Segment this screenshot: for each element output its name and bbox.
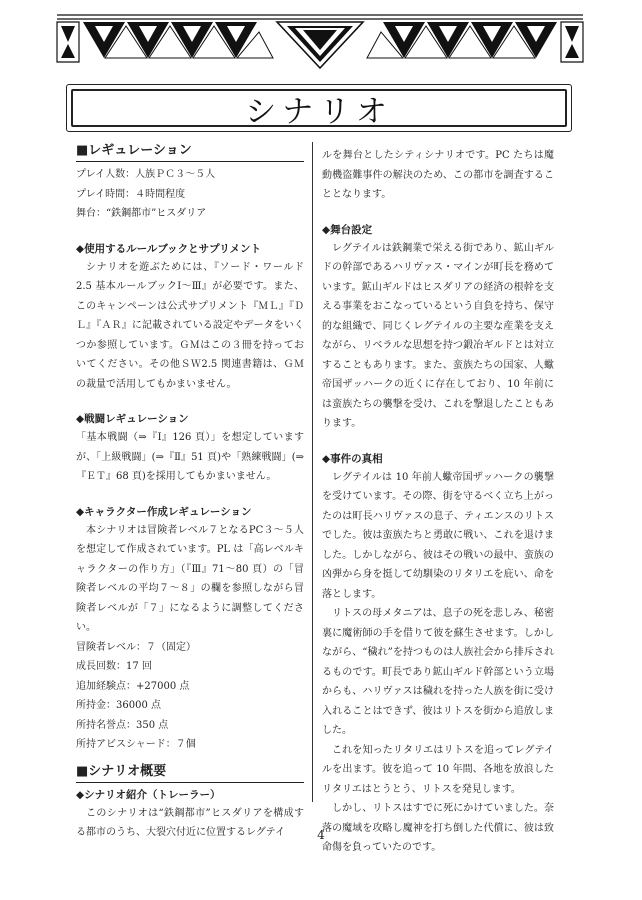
truth-heading: ◆事件の真相 <box>322 452 383 465</box>
character-heading: ◆キャラクター作成レギュレーション <box>76 505 252 518</box>
truth-paragraph: これを知ったリタリエはリトスを追ってレグテイルを出ます。彼を追って 10 年間、各地を放浪したリタリエはとうとう、リトスを発見します。 <box>322 744 554 795</box>
intro-text: このシナリオは“鉄鋼都市”ヒスダリアを構成する都市のうち、大裂穴付近に位置するレグテイ <box>76 807 304 838</box>
truth-paragraph: レグテイルは 10 年前人蠍帝国ザッハークの襲撃を受けています。その際、街を守るべく立ち上がったのは町長ハリヴァスの息子、ティエンスのリトスでした。彼は蛮族たちと勇敢に戦い、これを退けました。しかしながら、彼はその戦いの最中、蛮族の凶弾から身を挺して幼馴染のリタリエを庇い、命を落とします。 <box>322 471 554 600</box>
stat-exp: 追加経験点：+27000 点 <box>76 680 190 692</box>
regulation-stage: 舞台：“鉄鋼都市”ヒスダリア <box>76 208 207 219</box>
battle-text: 「基本戦闘（⇒『Ⅰ』126 頁）」を想定していますが、「上級戦闘」(⇒『Ⅱ』51 頁)や「熟練戦闘」(⇒『ＥＴ』68 頁)を採用してもかまいません。 <box>76 432 304 482</box>
rulebook-heading: ◆使用するルールブックとサプリメント <box>76 242 261 255</box>
setting-text: レグテイルは鉄鋼業で栄える街であり、鉱山ギルドの幹部であるハリヴァス・マインが町長を務めています。鉱山ギルドはヒスダリアの経済の根幹を支える事業をおこなっているという自負を持ち、保守的な組織で、同じくレグテイルの主要な産業を支えながら、リベラルな思想を持つ鍛冶ギルドとは対立することもあります。また、蛮族たちの国家、人蠍帝国ザッハークの近くに存在しており、10 年前には蛮族たちの襲撃を受け、これを撃退したこともあります。 <box>322 242 554 429</box>
character-text: 本シナリオは冒険者レベル７となるPC３～５人を想定して作成されています。PL は「高レベルキャラクターの作り方」（『Ⅲ』71～80 頁）の「冒険者レベルの平均７～８」の欄を参照しながら冒険者レベルが「７」になるように調整してください。 <box>76 524 304 633</box>
stat-level: 冒険者レベル：７（固定） <box>76 641 196 653</box>
stat-honor: 所持名誉点：350 点 <box>76 719 169 731</box>
battle-heading: ◆戦闘レギュレーション <box>76 413 189 425</box>
regulation-heading: ■レギュレーション <box>76 142 304 162</box>
page-title: シナリオ <box>245 93 393 130</box>
right-column <box>322 146 554 858</box>
stat-money: 所持金：36000 点 <box>76 700 161 711</box>
intro-continued: ルを舞台としたシティシナリオです。PC たちは魔動機盗難事件の解決のため、この都市を調査することとなります。 <box>322 150 554 200</box>
stat-growth: 成長回数：17 回 <box>76 661 152 672</box>
truth-paragraph: リトスの母メタニアは、息子の死を悲しみ、秘密裏に魔術師の手を借りて彼を蘇生させます。しかしながら、“穢れ”を持つものは人族社会から排斥されるものです。町長であり鉱山ギルド幹部という立場からも、ハリヴァスは穢れを持った人族を街に受け入れることはできず、彼はリトスを街から追放しました。 <box>322 608 554 736</box>
left-column <box>76 142 304 843</box>
overview-heading: ■シナリオ概要 <box>76 763 304 783</box>
page-title-frame <box>66 84 572 132</box>
stat-abyss: 所持アビスシャード：７個 <box>76 739 196 750</box>
page-number: 4 <box>317 828 325 842</box>
column-divider <box>312 142 313 802</box>
regulation-time: プレイ時間：４時間程度 <box>76 188 186 200</box>
intro-heading: ◆シナリオ紹介（トレーラー） <box>76 788 221 801</box>
rulebook-text: シナリオを遊ぶためには、『ソード・ワールド2.5 基本ルールブックⅠ～Ⅲ』が必要です。また、このキャンペーンは公式サプリメント『ＭＬ』『ＤＬ』『ＡＲ』に記載されている設定やデータをいくつか参照しています。ＧＭはこの３冊を持っておいてください。その他ＳＷ2.5 関連書籍は、ＧＭの裁量で活用してもかまいません。 <box>76 261 304 390</box>
regulation-players: プレイ人数：人族ＰＣ３～５人 <box>76 169 216 180</box>
setting-heading: ◆舞台設定 <box>322 223 373 236</box>
header-ornament <box>55 12 585 72</box>
truth-paragraph: しかし、リトスはすでに死にかけていました。奈落の魔域を攻略し魔神を打ち倒した代償に、彼は致命傷を負っていたのです。 <box>322 803 554 853</box>
